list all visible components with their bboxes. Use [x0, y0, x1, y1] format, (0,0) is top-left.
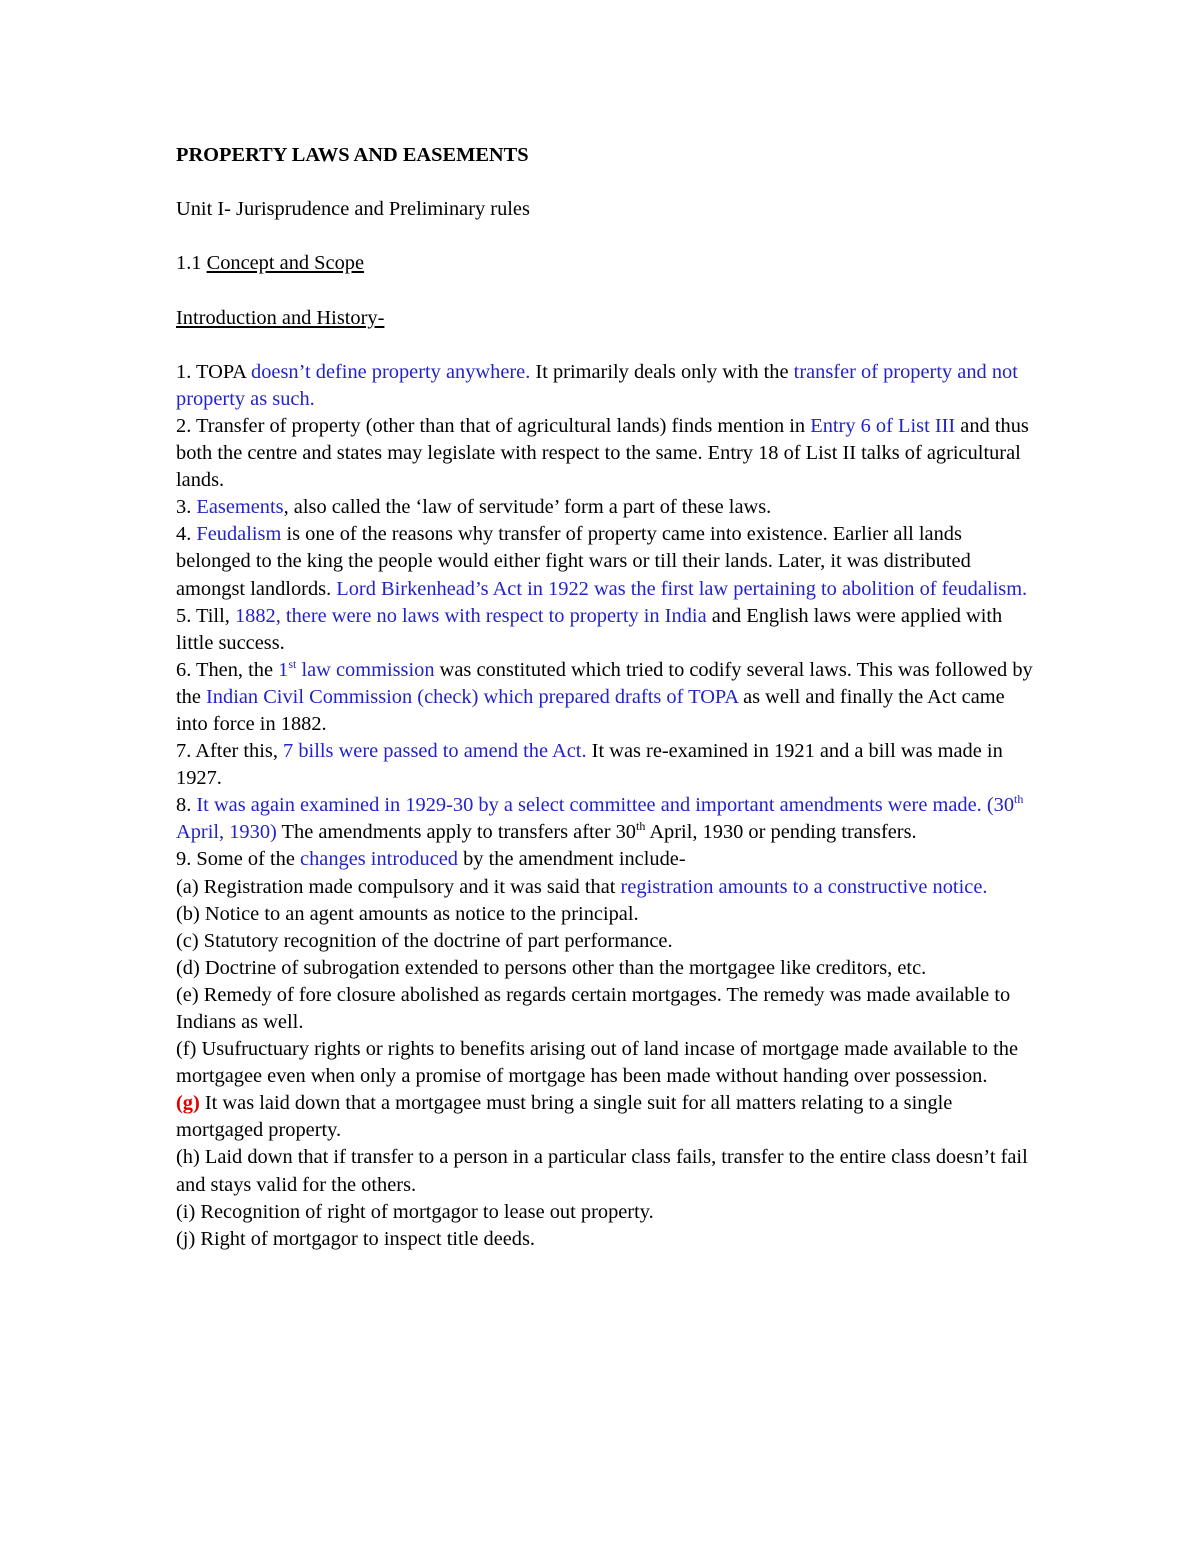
paragraph-1: [176, 359, 1036, 413]
item-f: (f) Usufructuary rights or rights to benefits arising out of land incase of mortgage made available to the mortgagee even when only a promise of mortgage has been made without handing over possession.: [176, 1038, 1018, 1088]
p5-highlight-b: 1882, there were no laws with respect to property in India: [234, 604, 707, 627]
paragraph-3: [176, 494, 1036, 521]
p4-text-a: 4.: [176, 523, 197, 546]
p6-superscript: st: [288, 656, 297, 671]
p6-highlight-e: Indian Civil Commission (check) which prepared drafts of TOPA: [206, 685, 738, 708]
section-number: 1.1: [176, 252, 207, 275]
item-h: (h) Laid down that if transfer to a person in a particular class fails, transfer to the entire class doesn’t fail and stays valid for the others.: [176, 1146, 1028, 1196]
item-a-highlight: registration amounts to a constructive notice.: [620, 875, 988, 898]
unit-heading: Unit I- Jurisprudence and Preliminary rules: [176, 198, 530, 221]
p7-highlight-b: 7 bills were passed to amend the Act.: [283, 740, 587, 763]
p2-text-a: 2. Transfer of property (other than that of agricultural lands) finds mention in: [176, 414, 811, 437]
paragraph-6: [176, 657, 1036, 738]
intro-heading: Introduction and History-: [176, 306, 385, 329]
p1-text-c: It primarily deals only with the: [530, 360, 794, 383]
p6-text-f: as well and finally the Act came into force in 1882.: [176, 685, 1005, 735]
p4-text-c: is one of the reasons why transfer of property came into existence. Earlier all lands belonged to the king the people would either fight wars or till their lands. Later, it was distributed amongst landlords.: [176, 523, 971, 600]
p8-highlight-b: It was again examined in 1929-30 by a select committee and important amendments were made. (30: [196, 794, 1015, 817]
p9-highlight-b: changes introduced: [300, 848, 458, 871]
item-g-label: (g): [176, 1092, 200, 1115]
p6-text-d: was constituted which tried to codify several laws. This was followed by the: [176, 658, 1033, 708]
p8-highlight-c: April, 1930): [176, 821, 277, 844]
p6-highlight-c: law commission: [296, 658, 435, 681]
item-a-text: (a) Registration made compulsory and it was said that: [176, 875, 621, 898]
paragraph-4: [176, 521, 1036, 602]
section-heading: [176, 250, 1036, 277]
item-d: (d) Doctrine of subrogation extended to persons other than the mortgagee like creditors, etc.: [176, 956, 927, 979]
item-a: [176, 874, 1036, 901]
document-body: [176, 142, 1036, 1253]
p3-text-c: , also called the ‘law of servitude’ form a part of these laws.: [283, 496, 772, 519]
p8-superscript-2: th: [636, 819, 646, 834]
p8-text-d: The amendments apply to transfers after 30: [276, 821, 636, 844]
paragraph-7: [176, 738, 1036, 792]
p1-highlight-b: doesn’t define property anywhere.: [251, 360, 531, 383]
p9-text-a: 9. Some of the: [176, 848, 301, 871]
section-title: Concept and Scope: [206, 252, 365, 275]
item-g-text: It was laid down that a mortgagee must bring a single suit for all matters relating to a single mortgaged property.: [176, 1092, 953, 1142]
item-j: (j) Right of mortgagor to inspect title deeds.: [176, 1227, 536, 1250]
document-title: PROPERTY LAWS AND EASEMENTS: [176, 144, 529, 166]
item-i: (i) Recognition of right of mortgagor to lease out property.: [176, 1200, 654, 1223]
item-g: [176, 1090, 1036, 1144]
p2-highlight-b: Entry 6 of List III: [810, 414, 956, 437]
item-e: (e) Remedy of fore closure abolished as regards certain mortgages. The remedy was made available to Indians as well.: [176, 983, 1011, 1033]
p7-text-c: It was re-examined in 1921 and a bill was made in 1927.: [176, 740, 1003, 790]
p2-text-c: and thus both the centre and states may legislate with respect to the same. Entry 18 of List II talks of agricultural lands.: [176, 414, 1029, 492]
item-c: (c) Statutory recognition of the doctrine of part performance.: [176, 929, 673, 952]
p1-highlight-d: transfer of property and not property as such.: [176, 360, 1018, 410]
p8-superscript: th: [1014, 792, 1024, 807]
p5-text-a: 5. Till,: [176, 604, 235, 627]
item-b: (b) Notice to an agent amounts as notice to the principal.: [176, 902, 639, 925]
p4-highlight-d: Lord Birkenhead’s Act in 1922 was the first law pertaining to abolition of feudalism.: [336, 577, 1028, 600]
paragraph-2: [176, 413, 1036, 494]
p4-highlight-b: Feudalism: [196, 523, 282, 546]
paragraph-9: [176, 846, 1036, 873]
p3-highlight-b: Easements: [196, 496, 284, 519]
p1-text-a: 1. TOPA: [176, 360, 251, 383]
p9-text-c: by the amendment include-: [458, 848, 686, 871]
p8-text-e: April, 1930 or pending transfers.: [645, 821, 917, 844]
p7-text-a: 7. After this,: [176, 740, 284, 763]
p8-text-a: 8.: [176, 794, 197, 817]
p6-text-a: 6. Then, the: [176, 658, 279, 681]
p3-text-a: 3.: [176, 496, 197, 519]
p5-text-c: and English laws were applied with little success.: [176, 604, 1003, 654]
paragraph-8: [176, 792, 1036, 846]
p6-highlight-b: 1: [278, 658, 289, 681]
paragraph-5: [176, 603, 1036, 657]
